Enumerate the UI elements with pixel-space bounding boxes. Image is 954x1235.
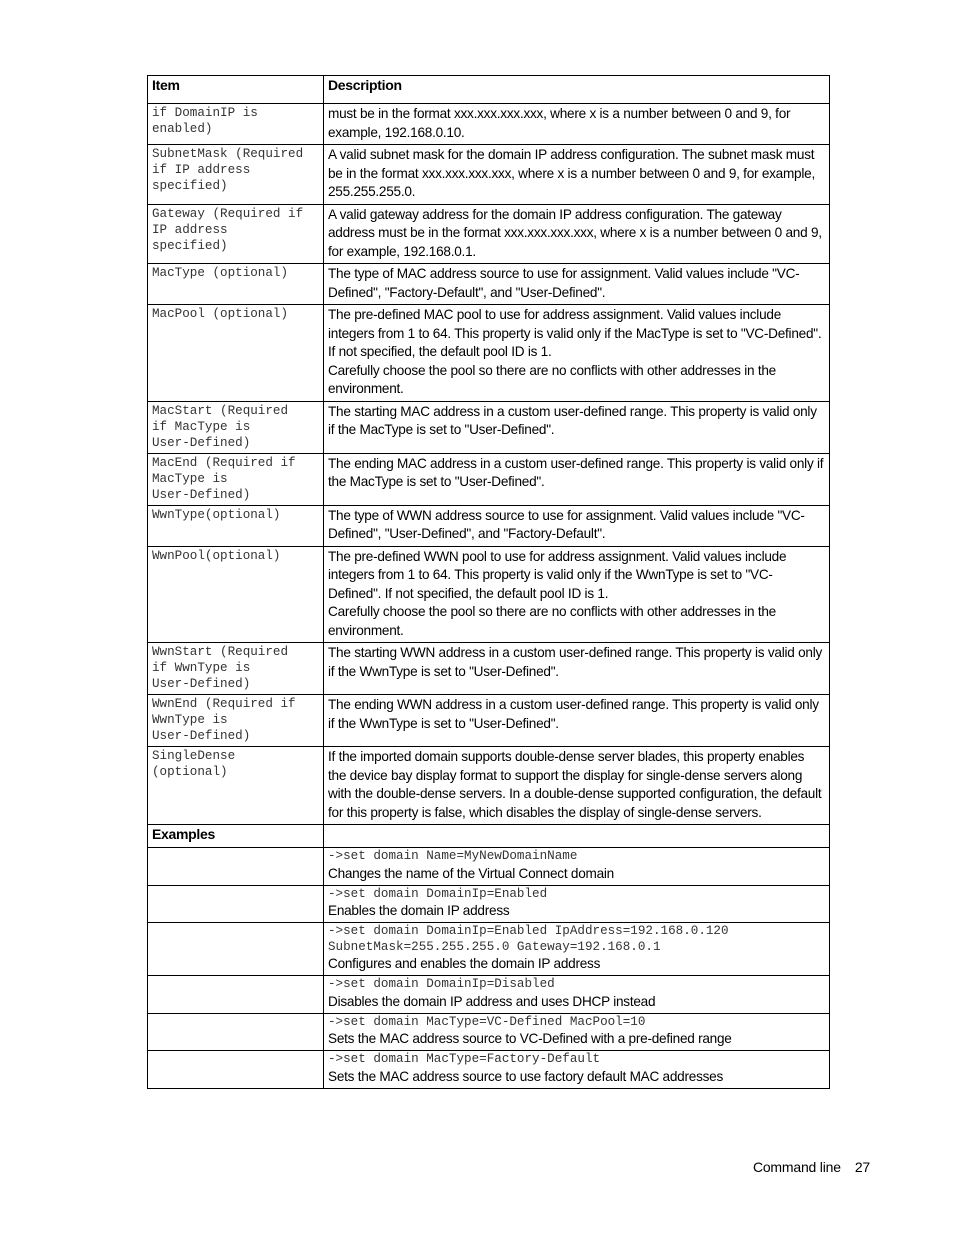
parameter-description — [324, 643, 830, 695]
parameter-description — [324, 104, 830, 145]
table-row — [148, 104, 830, 145]
example-command: ->set domain MacType=VC-Defined MacPool=10 — [328, 1014, 646, 1029]
table-row — [148, 546, 830, 643]
examples-label: Examples — [148, 825, 324, 848]
parameter-name: WwnEnd (Required if WwnType is User-Defined) — [148, 695, 324, 747]
description-paragraph: The ending WWN address in a custom user-defined range. This property is valid only if the WwnType is set to "User-Defined". — [328, 697, 819, 731]
example-command: ->set domain DomainIp=Disabled — [328, 977, 555, 991]
parameter-table — [147, 75, 830, 1089]
table-row — [148, 204, 830, 264]
table-header-row — [148, 76, 830, 104]
example-cell — [324, 1051, 830, 1089]
description-column-header: Description — [324, 76, 830, 104]
example-row — [148, 885, 830, 923]
table-row — [148, 453, 830, 505]
example-empty-cell — [148, 1013, 324, 1051]
parameter-description — [324, 264, 830, 305]
example-empty-cell — [148, 848, 324, 886]
example-explanation: Changes the name of the Virtual Connect domain — [328, 865, 614, 881]
description-paragraph: The type of WWN address source to use for assignment. Valid values include "VC-Defined", "User-Defined", and "Factory-Default". — [328, 507, 805, 541]
example-row — [148, 1013, 830, 1051]
example-command: ->set domain Name=MyNewDomainName — [328, 849, 578, 863]
table-row — [148, 264, 830, 305]
parameter-name: if DomainIP is enabled) — [148, 104, 324, 145]
description-paragraph: The starting MAC address in a custom user-defined range. This property is valid only if the MacType is set to "User-Defined". — [328, 403, 817, 437]
example-explanation: Disables the domain IP address and uses DHCP instead — [328, 993, 656, 1009]
description-paragraph: A valid gateway address for the domain IP address configuration. The gateway address must be in the format xxx.xxx.xxx.xxx, where x is a number between 0 and 9, for example, 192.168.0.1. — [328, 206, 822, 259]
parameter-description — [324, 505, 830, 546]
description-paragraph: The ending MAC address in a custom user-defined range. This property is valid only if the MacType is set to "User-Defined". — [328, 455, 824, 489]
example-explanation: Sets the MAC address source to VC-Defined with a pre-defined range — [328, 1031, 732, 1046]
example-cell — [324, 848, 830, 886]
example-empty-cell — [148, 976, 324, 1014]
parameter-description — [324, 453, 830, 505]
examples-heading-row — [148, 825, 830, 848]
example-row — [148, 976, 830, 1014]
table-row — [148, 505, 830, 546]
description-paragraph: Carefully choose the pool so there are no conflicts with other addresses in the environment. — [328, 604, 776, 638]
table-row — [148, 145, 830, 205]
parameter-name: MacType (optional) — [148, 264, 324, 305]
example-explanation: Enables the domain IP address — [328, 903, 510, 918]
example-row — [148, 923, 830, 976]
example-command: ->set domain DomainIp=Enabled IpAddress=192.168.0.120 SubnetMask=255.255.255.0 Gateway=192.168.0.1 — [328, 924, 729, 954]
table-row — [148, 305, 830, 402]
parameter-description — [324, 401, 830, 453]
item-column-header: Item — [148, 76, 324, 104]
parameter-description — [324, 747, 830, 825]
parameter-rows — [148, 104, 830, 825]
example-explanation: Configures and enables the domain IP address — [328, 956, 601, 971]
example-command: ->set domain MacType=Factory-Default — [328, 1052, 601, 1066]
parameter-name: MacStart (Required if MacType is User-Defined) — [148, 401, 324, 453]
example-cell — [324, 1013, 830, 1051]
description-paragraph: The starting WWN address in a custom user-defined range. This property is valid only if the WwnType is set to "User-Defined". — [328, 645, 823, 679]
example-rows — [148, 825, 830, 1089]
parameter-name: WwnType(optional) — [148, 505, 324, 546]
parameter-name: SubnetMask (Required if IP address specified) — [148, 145, 324, 205]
examples-heading-empty-cell — [324, 825, 830, 848]
example-empty-cell — [148, 923, 324, 976]
description-paragraph: must be in the format xxx.xxx.xxx.xxx, where x is a number between 0 and 9, for example, 192.168.0.10. — [328, 106, 791, 140]
parameter-name: WwnStart (Required if WwnType is User-Defined) — [148, 643, 324, 695]
page-footer — [753, 1159, 870, 1175]
parameter-name: SingleDense (optional) — [148, 747, 324, 825]
page-number: 27 — [854, 1159, 870, 1175]
table-row — [148, 695, 830, 747]
example-empty-cell — [148, 885, 324, 923]
table-row — [148, 747, 830, 825]
example-cell — [324, 885, 830, 923]
parameter-description — [324, 546, 830, 643]
description-paragraph: Carefully choose the pool so there are no conflicts with other addresses in the environment. — [328, 362, 776, 396]
description-paragraph: If the imported domain supports double-dense server blades, this property enables the device bay display format to support the display for single-dense servers along with the double-dense servers. In a double-dense supported configuration, the default for this property is false, which disables the display of single-dense servers. — [328, 749, 822, 820]
table-row — [148, 643, 830, 695]
parameter-description — [324, 695, 830, 747]
description-paragraph: The pre-defined MAC pool to use for address assignment. Valid values include integers from 1 to 64. This property is valid only if the MacType is set to "VC-Defined". If not specified, the default pool ID is 1. — [328, 307, 822, 359]
example-empty-cell — [148, 1051, 324, 1089]
example-command: ->set domain DomainIp=Enabled — [328, 886, 548, 901]
parameter-name: MacEnd (Required if MacType is User-Defined) — [148, 453, 324, 505]
description-paragraph: The type of MAC address source to use for assignment. Valid values include "VC-Defined", "Factory-Default", and "User-Defined". — [328, 266, 800, 300]
table-row — [148, 401, 830, 453]
parameter-name: WwnPool(optional) — [148, 546, 324, 643]
example-cell — [324, 923, 830, 976]
parameter-description — [324, 204, 830, 264]
example-cell — [324, 976, 830, 1014]
parameter-description — [324, 145, 830, 205]
example-row — [148, 1051, 830, 1089]
parameter-description — [324, 305, 830, 402]
footer-section-title: Command line — [752, 1159, 841, 1175]
example-row — [148, 848, 830, 886]
description-paragraph: A valid subnet mask for the domain IP address configuration. The subnet mask must be in the format xxx.xxx.xxx.xxx, where x is a number between 0 and 9, for example, 255.255.255.0. — [328, 147, 815, 199]
parameter-name: Gateway (Required if IP address specified) — [148, 204, 324, 264]
description-paragraph: The pre-defined WWN pool to use for address assignment. Valid values include integers from 1 to 64. This property is valid only if the WwnType is set to "VC-Defined". If not specified, the default pool ID is 1. — [328, 548, 787, 601]
example-explanation: Sets the MAC address source to use factory default MAC addresses — [328, 1068, 724, 1084]
parameter-name: MacPool (optional) — [148, 305, 324, 402]
